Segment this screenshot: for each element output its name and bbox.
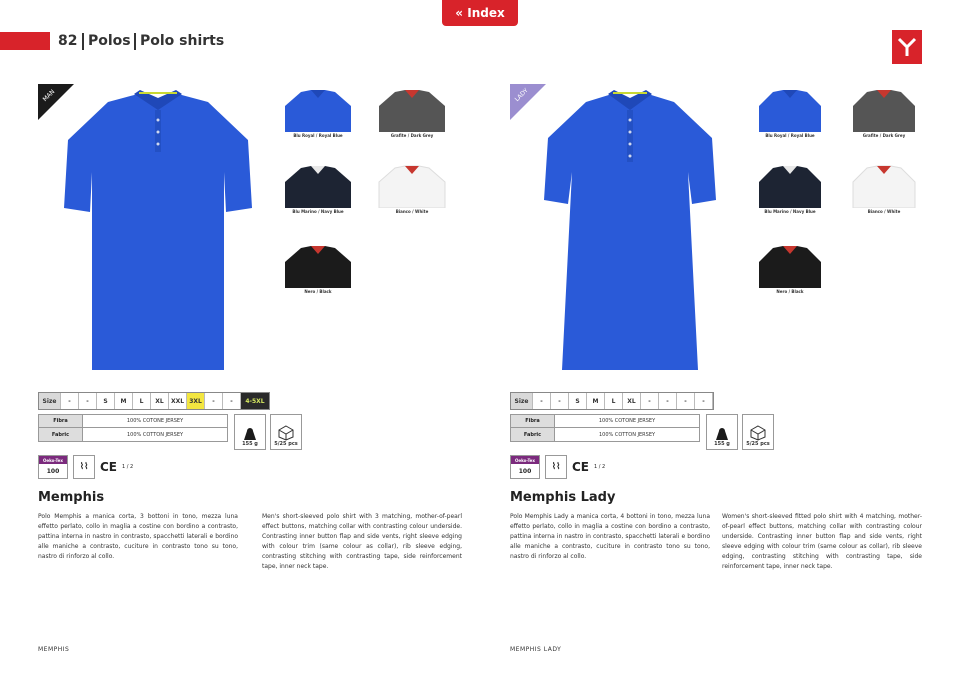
certifications: Oeko-Tex 100 ⌇⌇ CE 1 / 2 [510, 454, 605, 480]
description-en: Women's short-sleeved fitted polo shirt with 4 matching, mother-of-pearl effect buttons, matching collar with contrasting colour underside. Contrasting inner button flap and side vents, right sleeve edging with colour trim (same colour as collar), rib sleeve edging, contrasting stitching with contrasting tape, side reinforcement tape, inner neck tape. [722, 513, 922, 570]
ce-mark: CE [572, 460, 590, 474]
pack-box: 5/25 pcs [270, 414, 302, 450]
brand-logo [892, 30, 922, 64]
product-title: Memphis [38, 490, 105, 505]
breadcrumb-polo-shirts[interactable]: Polo shirts [140, 33, 225, 49]
accent-bar [0, 32, 50, 50]
pack-box: 5/25 pcs [742, 414, 774, 450]
svg-text:LADY: LADY [513, 87, 530, 104]
product-code: MEMPHIS LADY [510, 646, 562, 653]
product-card-memphis [38, 80, 508, 670]
color-swatch[interactable]: Nero / Black [274, 242, 362, 294]
svg-text:MAN: MAN [41, 88, 57, 104]
ce-mark: CE [100, 460, 118, 474]
polo-hero-image [38, 80, 278, 380]
weight-icon [243, 427, 257, 441]
box-icon [750, 425, 766, 441]
oeko-tex-label: Oeko-Tex 100 [38, 455, 68, 479]
polo-hero-image [510, 80, 750, 380]
index-button[interactable]: « Index [442, 0, 518, 26]
color-swatch[interactable]: Blu Marino / Navy Blue [274, 162, 362, 214]
product-code: MEMPHIS [38, 646, 70, 653]
care-icon: ⌇⌇ [545, 455, 567, 479]
description-it: Polo Memphis Lady a manica corta, 4 bottoni in tono, mezza luna effetto perlato, collo in maglia a costine con bordino a contrasto, pattina interna in nastro in contrasto, spacchetti laterali e bordino alle maniche a contrasto, cuciture in contrasto tono su tono, nastro di rinforzo al collo. [510, 513, 710, 560]
divider [134, 33, 136, 50]
weight-box: 155 g [234, 414, 266, 450]
fabric-spec-table: Fibra 100% COTONE JERSEY Fabric 100% COTTON JERSEY [510, 414, 700, 442]
color-swatch[interactable]: Grafite / Dark Grey [368, 86, 456, 138]
weight-icon [715, 427, 729, 441]
care-icon: ⌇⌇ [73, 455, 95, 479]
divider [82, 33, 84, 50]
fabric-spec-table: Fibra 100% COTONE JERSEY Fabric 100% COTTON JERSEY [38, 414, 228, 442]
color-swatch[interactable]: Blu Marino / Navy Blue [746, 162, 834, 214]
size-table: Size - - S M L XL - - - - [510, 392, 714, 410]
breadcrumb-polos[interactable]: Polos [88, 33, 131, 49]
description-it: Polo Memphis a manica corta, 3 bottoni in tono, mezza luna effetto perlato, collo in maglia a costine con bordino a contrasto, pattina interna in nastro in contrasto, spacchetti laterali e bordino alle maniche a contrasto, cuciture in contrasto tono su tono, nastro di rinforzo al collo. [38, 513, 238, 560]
color-swatch[interactable]: Blu Royal / Royal Blue [274, 86, 362, 138]
color-swatch[interactable]: Nero / Black [746, 242, 834, 294]
weight-box: 155 g [706, 414, 738, 450]
box-icon [278, 425, 294, 441]
color-swatch[interactable]: Bianco / White [840, 162, 928, 214]
description-en: Men's short-sleeved polo shirt with 3 matching, mother-of-pearl effect buttons, matching collar with contrasting colour underside. Contrasting inner button flap and side vents, right sleeve edging with colour trim (same colour as collar), rib sleeve edging, contrasting stitching with contrasting tape, side reinforcement tape, inner neck tape. [262, 513, 462, 570]
certifications: Oeko-Tex 100 ⌇⌇ CE 1 / 2 [38, 454, 133, 480]
product-title: Memphis Lady [510, 490, 616, 505]
color-swatch[interactable]: Blu Royal / Royal Blue [746, 86, 834, 138]
oeko-tex-label: Oeko-Tex 100 [510, 455, 540, 479]
size-table: Size - - S M L XL XXL 3XL - - 4-5XL [38, 392, 270, 410]
color-swatches [274, 86, 464, 316]
color-swatch[interactable]: Grafite / Dark Grey [840, 86, 928, 138]
product-card-memphis-lady [510, 80, 962, 670]
page-number: 82 [58, 33, 78, 49]
color-swatches [746, 86, 936, 316]
color-swatch[interactable]: Bianco / White [368, 162, 456, 214]
